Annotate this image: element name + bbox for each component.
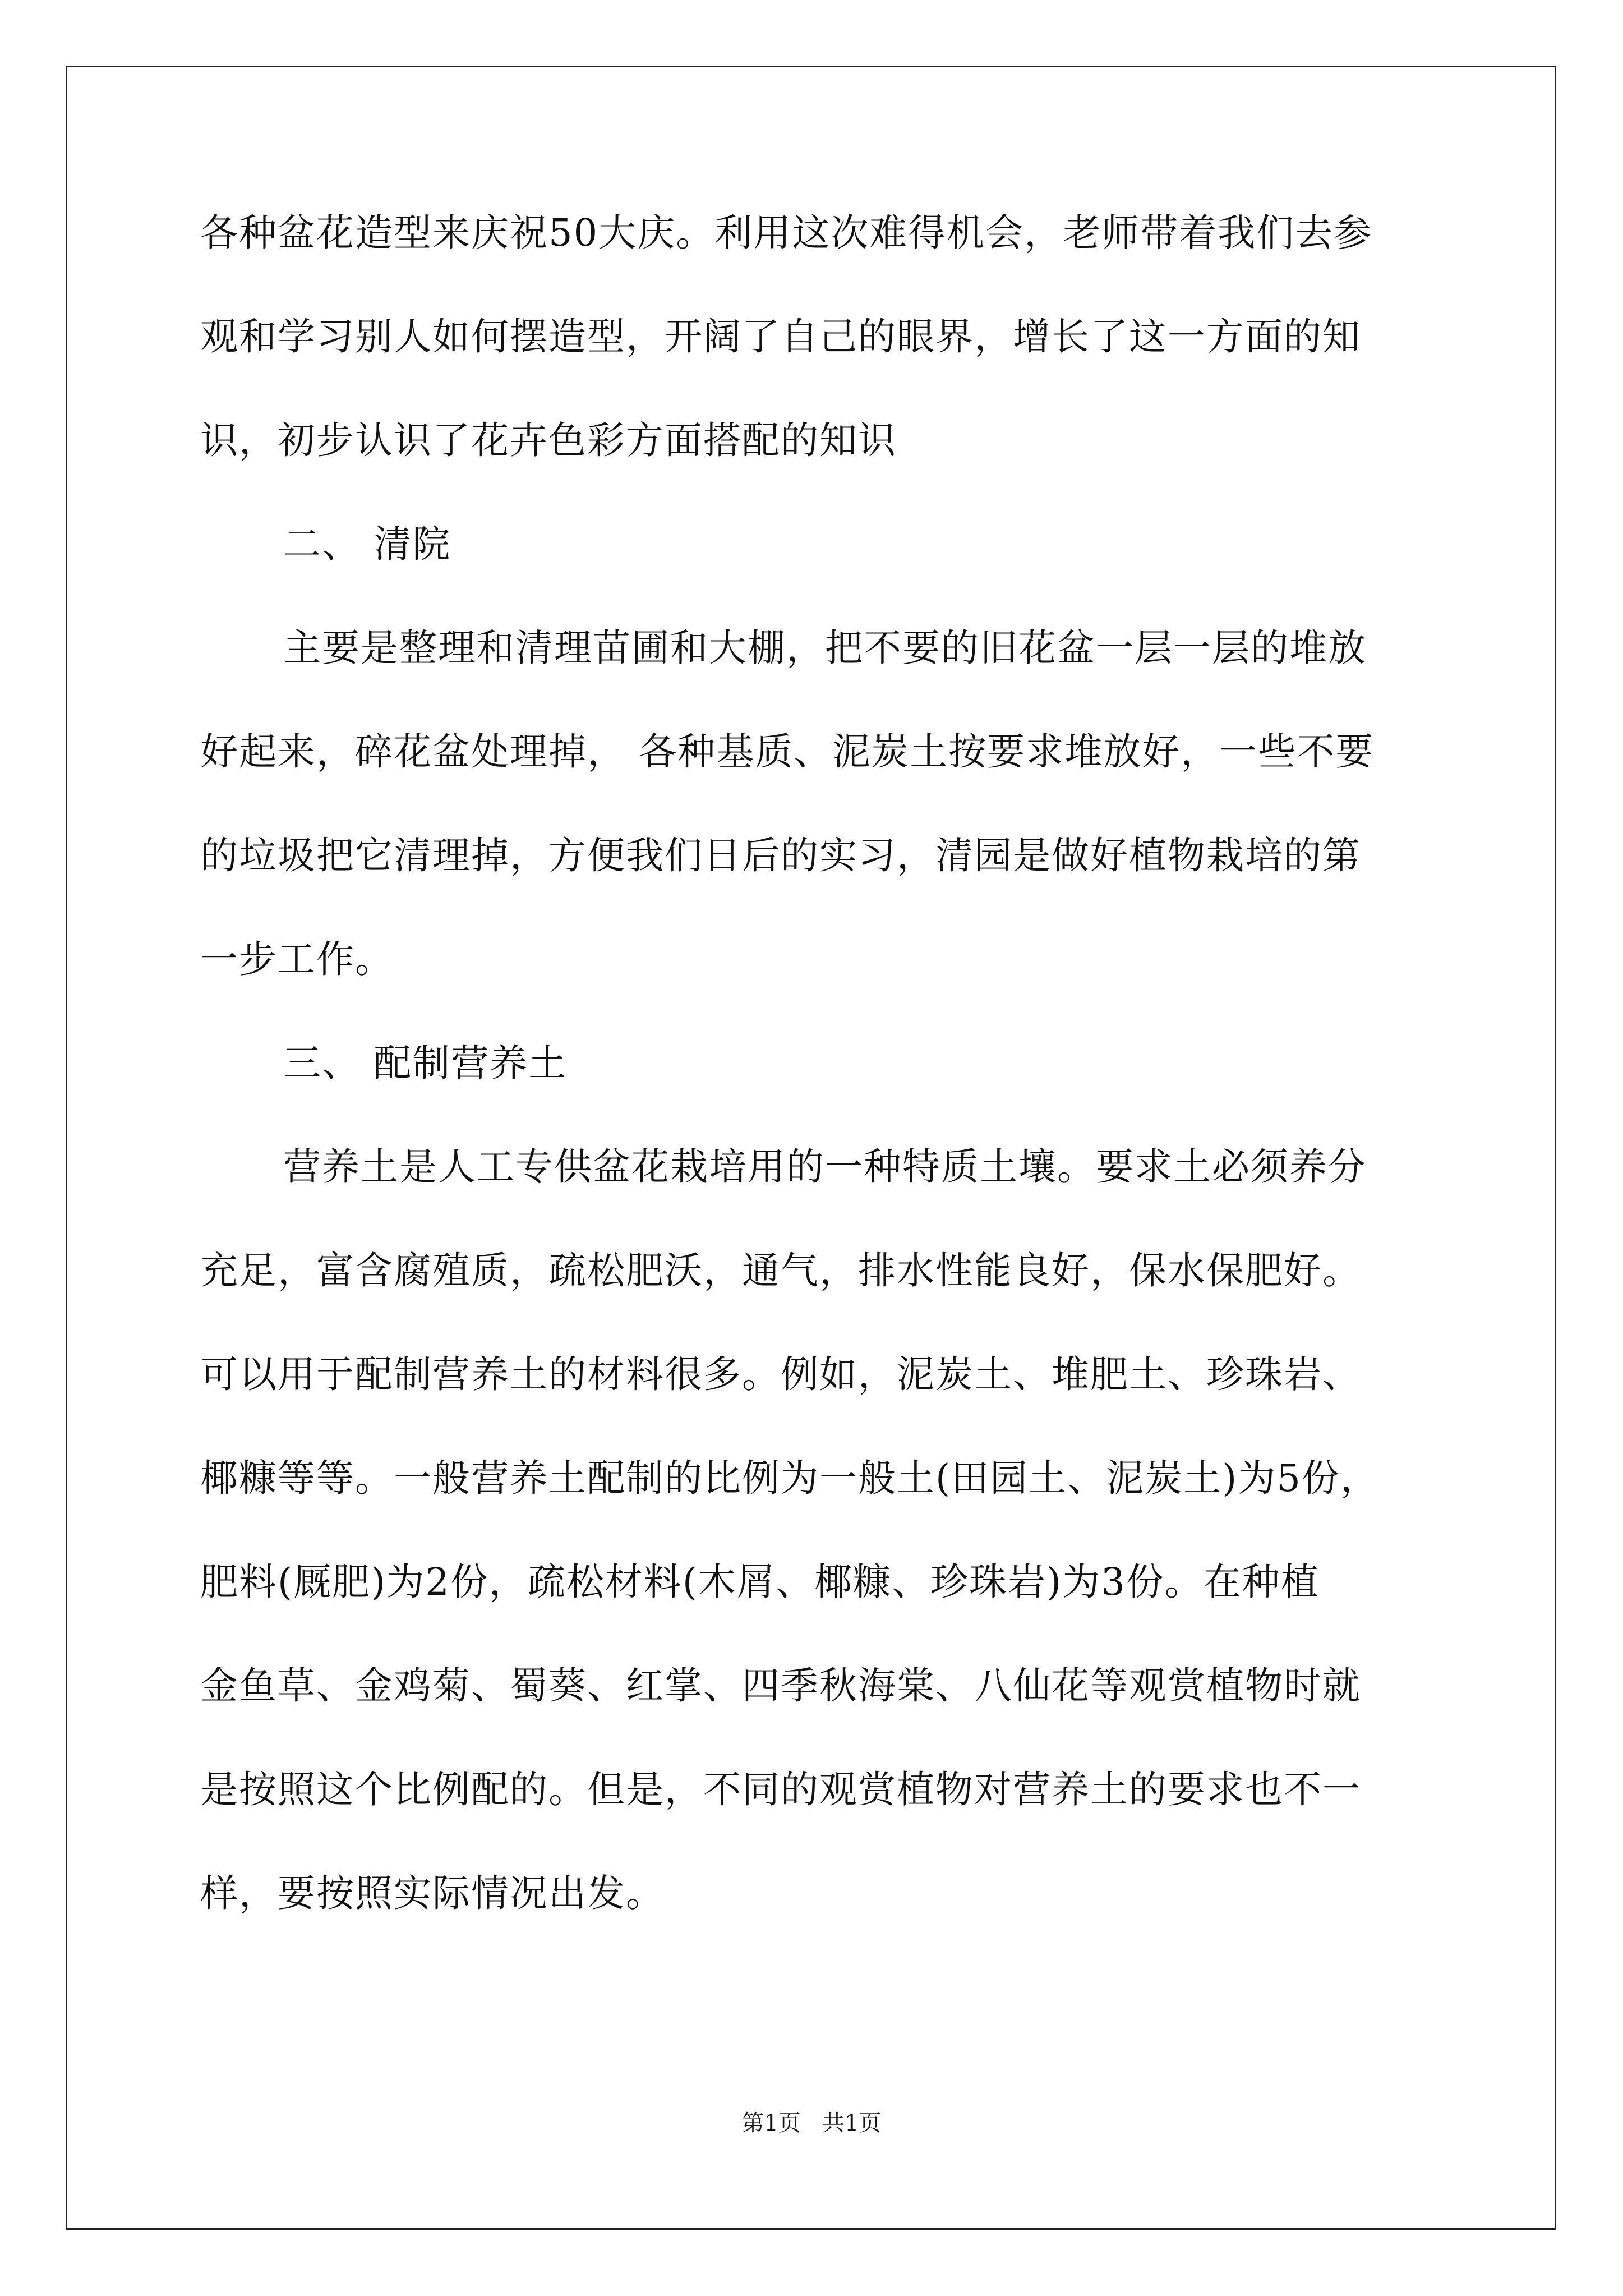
text-line: 观和学习别人如何摆造型，开阔了自己的眼界，增长了这一方面的知 [200, 315, 1361, 358]
section-heading-clearing: 二、 清院 [283, 522, 451, 566]
text-line: 好起来，碎花盆处理掉， 各种基质、泥炭土按要求堆放好，一些不要 [200, 730, 1375, 774]
text-line: 识，初步认识了花卉色彩方面搭配的知识 [200, 418, 897, 462]
text-line: 营养土是人工专供盆花栽培用的一种特质土壤。要求土必须养分 [283, 1145, 1367, 1189]
text-line: 是按照这个比例配的。但是，不同的观赏植物对营养土的要求也不一 [200, 1768, 1361, 1811]
text-line: 肥料(厩肥)为2份，疏松材料(木屑、椰糠、珍珠岩)为3份。在种植 [200, 1560, 1320, 1604]
text-line: 充足，富含腐殖质，疏松肥沃，通气，排水性能良好，保水保肥好。 [200, 1249, 1361, 1292]
page-number-footer: 第1页 共1页 [741, 2110, 882, 2136]
text-line: 金鱼草、金鸡菊、蜀葵、红掌、四季秋海棠、八仙花等观赏植物时就 [200, 1664, 1361, 1708]
text-line: 可以用于配制营养土的材料很多。例如，泥炭土、堆肥土、珍珠岩、 [200, 1352, 1361, 1396]
section-heading-nutrient-soil: 三、 配制营养土 [283, 1041, 568, 1085]
text-line: 主要是整理和清理苗圃和大棚，把不要的旧花盆一层一层的堆放 [283, 626, 1367, 670]
text-line: 椰糠等等。一般营养土配制的比例为一般土(田园土、泥炭土)为5份， [200, 1456, 1379, 1500]
text-line: 各种盆花造型来庆祝50大庆。利用这次难得机会，老师带着我们去参 [200, 211, 1373, 255]
text-line: 样，要按照实际情况出发。 [200, 1871, 665, 1915]
text-line: 的垃圾把它清理掉，方便我们日后的实习，清园是做好植物栽培的第 [200, 834, 1361, 877]
text-line: 一步工作。 [200, 937, 394, 981]
